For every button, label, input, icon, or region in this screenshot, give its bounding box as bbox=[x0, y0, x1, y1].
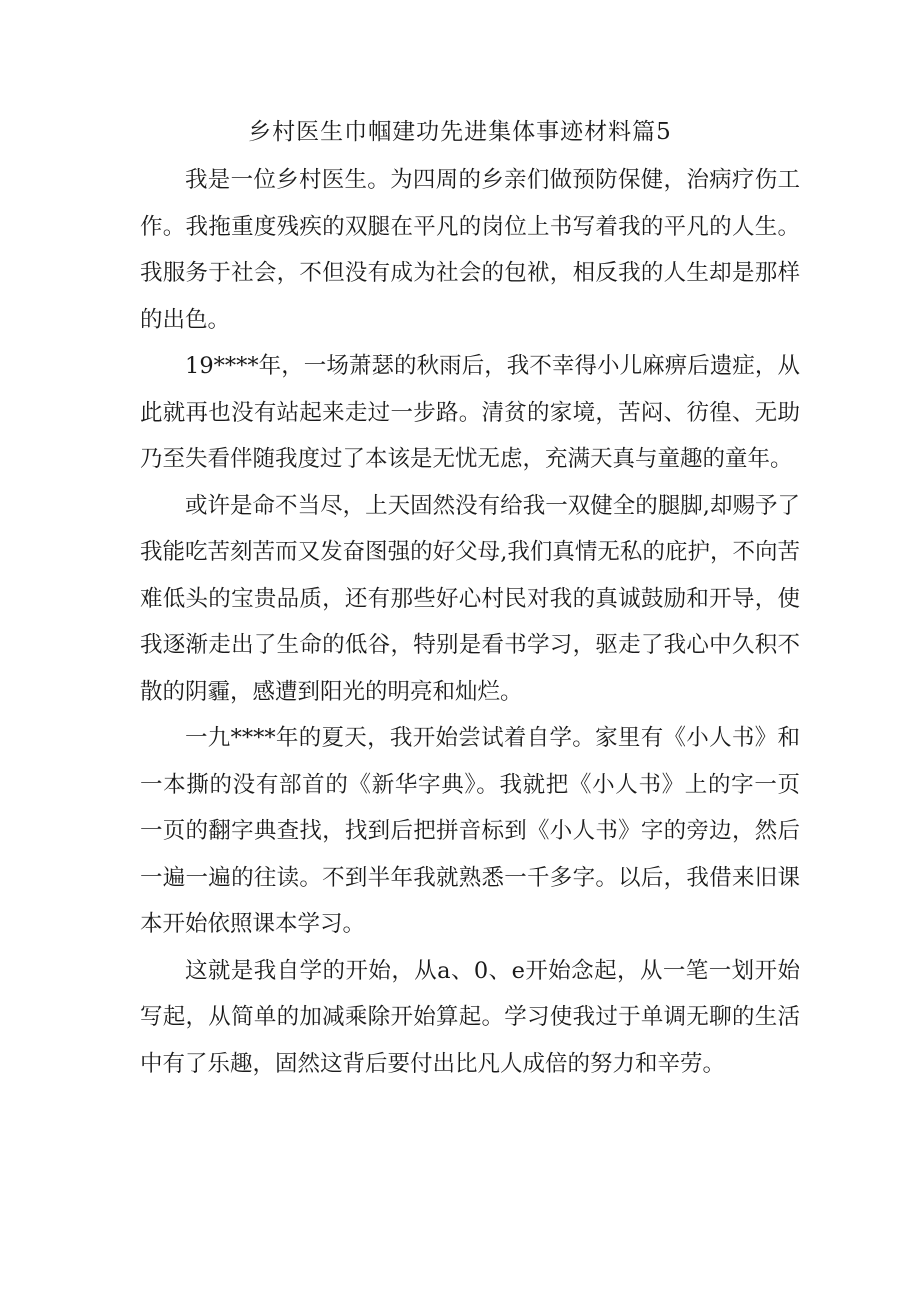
document-title: 乡村医生巾帼建功先进集体事迹材料篇5 bbox=[248, 119, 672, 145]
paragraph-2: 19****年，一场萧瑟的秋雨后，我不幸得小儿麻痹后遗症，从此就再也没有站起来走过一步路。清贫的家境，苦闷、彷徨、无助乃至失看伴随我度过了本该是无忧无虑，充满天真与童趣的童年。 bbox=[140, 353, 800, 472]
paragraph-3: 或许是命不当尽，上天固然没有给我一双健全的腿脚,却赐予了我能吃苦刻苦而又发奋图强的好父母,我们真情无私的庇护，不向苦难低头的宝贵品质，还有那些好心村民对我的真诚鼓励和开导，使我逐渐走出了生命的低谷，特别是看书学习，驱走了我心中久积不散的阴霾，感遭到阳光的明亮和灿烂。 bbox=[140, 492, 800, 705]
paragraph-4: 一九****年的夏天，我开始尝试着自学。家里有《小人书》和一本撕的没有部首的《新华字典》。我就把《小人书》上的字一页一页的翻字典查找，找到后把拼音标到《小人书》字的旁边，然后一遍一遍的往读。不到半年我就熟悉一千多字。以后，我借来旧课本开始依照课本学习。 bbox=[140, 725, 800, 937]
document-body bbox=[140, 157, 800, 1087]
paragraph-5: 这就是我自学的开始，从a、0、e开始念起，从一笔一划开始写起，从简单的加减乘除开始算起。学习使我过于单调无聊的生活中有了乐趣，固然这背后要付出比凡人成倍的努力和辛劳。 bbox=[140, 957, 800, 1077]
paragraph-1: 我是一位乡村医生。为四周的乡亲们做预防保健，治病疗伤工作。我拖重度残疾的双腿在平凡的岗位上书写着我的平凡的人生。我服务于社会，不但没有成为社会的包袱，相反我的人生却是那样的出色。 bbox=[140, 167, 800, 333]
